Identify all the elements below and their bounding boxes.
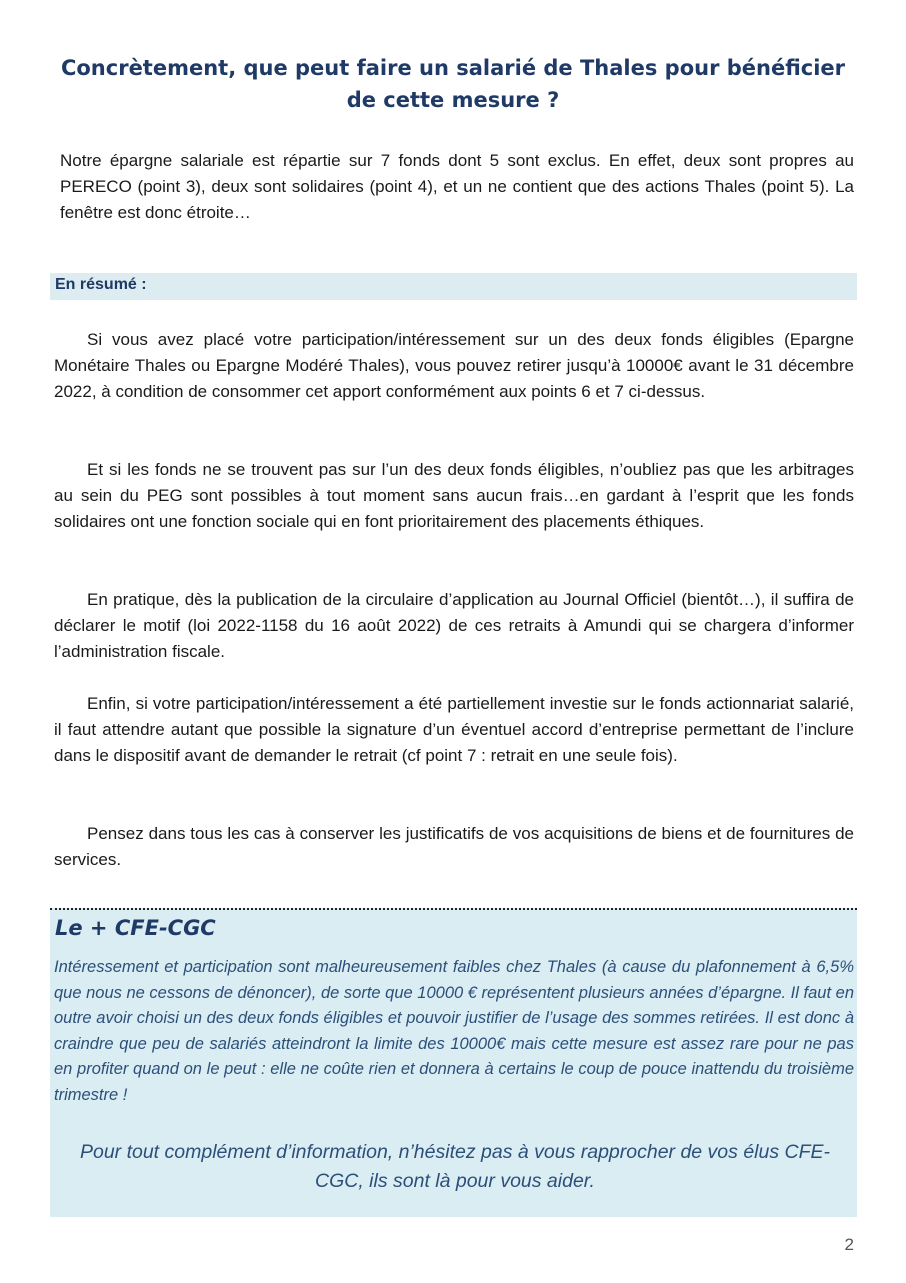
summary-paragraph-2: Et si les fonds ne se trouvent pas sur l’un des deux fonds éligibles, n’oubliez pas que les arbitrages au sein du PEG sont possibles à tout moment sans aucun frais…en gardant à l’esprit que les fonds solidaires ont une fonction sociale qui en font prioritairement des placements éthiques.: [54, 460, 854, 531]
cfe-cgc-callout-box: [50, 908, 857, 1217]
page-number: 2: [844, 1235, 854, 1254]
summary-label: En résumé :: [55, 276, 147, 293]
callout-text: Intéressement et participation sont malheureusement faibles chez Thales (à cause du plafonnement à 6,5% que nous ne cessons de dénoncer), de sorte que 10000 € représentent plusieurs années d’épargne. Il faut en outre avoir choisi un des deux fonds éligibles et pouvoir justifier de l’usage des sommes retirées. Il est donc à craindre que peu de salariés atteindront la limite des 10000€ mais cette mesure est assez rare pour ne pas en profiter quand on le peut : elle ne coûte rien et donnera à certains le coup de pouce inattendu du troisième trimestre !: [54, 958, 854, 1104]
summary-paragraph-3: En pratique, dès la publication de la circulaire d’application au Journal Officiel (bientôt…), il suffira de déclarer le motif (loi 2022-1158 du 16 août 2022) de ces retraits à Amundi qui se chargera d’informer l’administration fiscale.: [54, 590, 854, 661]
summary-header-bar: [50, 273, 857, 300]
summary-paragraph-4: Enfin, si votre participation/intéressement a été partiellement investie sur le fonds actionnariat salarié, il faut attendre autant que possible la signature d’un éventuel accord d’entreprise permettant de l’inclure dans le dispositif avant de demander le retrait (cf point 7 : retrait en une seule fois).: [54, 694, 854, 765]
summary-paragraph-1: Si vous avez placé votre participation/intéressement sur un des deux fonds éligibles (Epargne Monétaire Thales ou Epargne Modéré Thales), vous pouvez retirer jusqu’à 10000€ avant le 31 décembre 2022, à condition de consommer cet apport conformément aux points 6 et 7 ci-dessus.: [54, 330, 854, 401]
intro-paragraph: Notre épargne salariale est répartie sur 7 fonds dont 5 sont exclus. En effet, deux sont propres au PERECO (point 3), deux sont solidaires (point 4), et un ne contient que des actions Thales (point 5). La fenêtre est donc étroite…: [60, 151, 854, 222]
callout-closing: Pour tout complément d’information, n’hésitez pas à vous rapprocher de vos élus CFE-CGC, ils sont là pour vous aider.: [79, 1141, 831, 1192]
summary-paragraph-5: Pensez dans tous les cas à conserver les justificatifs de vos acquisitions de biens et de fournitures de services.: [54, 824, 854, 869]
page-title: Concrètement, que peut faire un salarié de Thales pour bénéficier de cette mesure ?: [60, 56, 846, 112]
callout-title: Le + CFE-CGC: [55, 916, 216, 940]
